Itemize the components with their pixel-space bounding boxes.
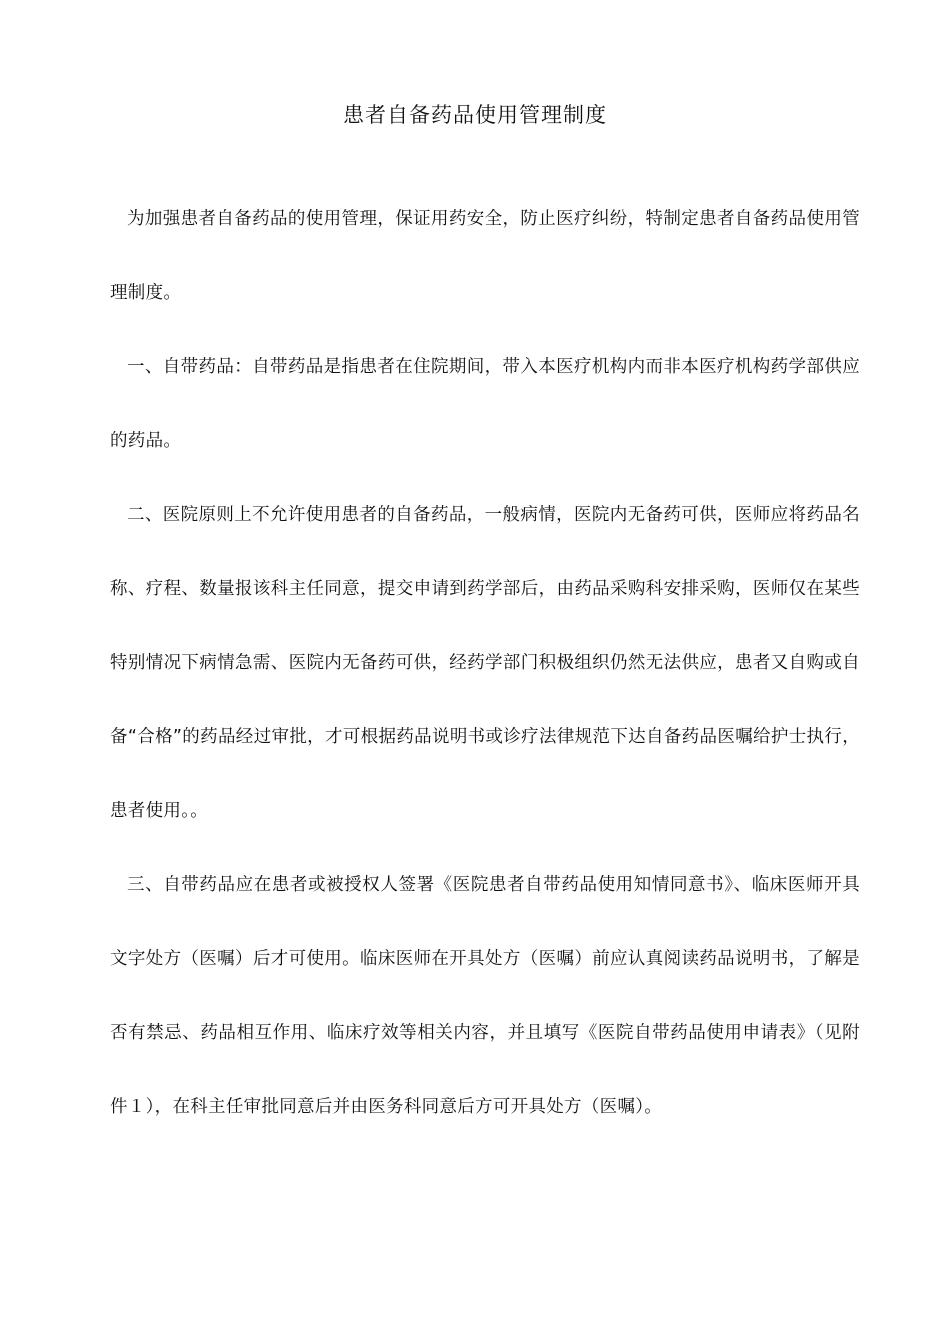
document-body xyxy=(110,182,860,1144)
paragraph-intro: 为加强患者自备药品的使用管理，保证用药安全，防止医疗纠纷，特制定患者自备药品使用管理制度。 xyxy=(110,209,860,303)
paragraph-section-1: 一、自带药品：自带药品是指患者在住院期间，带入本医疗机构内而非本医疗机构药学部供应的药品。 xyxy=(110,357,860,451)
document-title: 患者自备药品使用管理制度 xyxy=(343,103,607,127)
paragraph-section-2: 二、医院原则上不允许使用患者的自备药品，一般病情，医院内无备药可供，医师应将药品名称、疗程、数量报该科主任同意，提交申请到药学部后，由药品采购科安排采购，医师仅在某些特别情况下病情急需、医院内无备药可供，经药学部门积极组织仍然无法供应，患者又自购或自备“合格”的药品经过审批，才可根据药品说明书或诊疗法律规范下达自备药品医嘱给护士执行，患者使用。。 xyxy=(110,505,860,821)
paragraph-section-3: 三、自带药品应在患者或被授权人签署《医院患者自带药品使用知情同意书》、临床医师开具文字处方（医嘱）后才可使用。临床医师在开具处方（医嘱）前应认真阅读药品说明书，了解是否有禁忌、药品相互作用、临床疗效等相关内容，并且填写《医院自带药品使用申请表》（见附件１），在科主任审批同意后并由医务科同意后方可开具处方（医嘱）。 xyxy=(110,875,860,1117)
